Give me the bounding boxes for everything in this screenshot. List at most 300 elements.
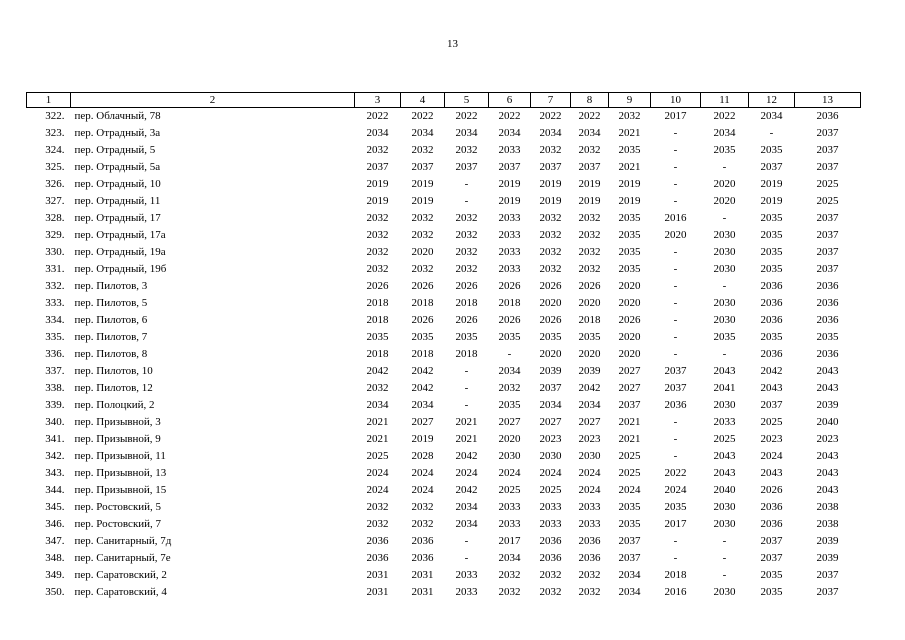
year-cell: 2032 [455,212,478,224]
row-number: 341. [45,433,65,445]
year-cell: 2035 [618,501,641,513]
column-header: 6 [489,93,531,108]
year-cell: 2032 [455,246,478,258]
year-cell: 2037 [816,246,839,258]
year-cell: 2043 [760,467,783,479]
year-cell: 2032 [539,229,562,241]
address-cell: пер. Призывной, 9 [74,433,161,445]
row-number: 337. [45,365,65,377]
year-cell: 2036 [664,399,687,411]
year-cell: 2037 [760,535,783,547]
year-cell: 2043 [816,450,839,462]
year-cell: 2019 [539,178,562,190]
column-header: 1 [27,93,71,108]
year-cell: 2042 [411,382,434,394]
year-cell: 2019 [760,195,783,207]
table-row [27,125,861,142]
column-header: 12 [749,93,795,108]
year-cell: 2031 [411,569,434,581]
year-cell: 2043 [816,467,839,479]
year-cell: 2037 [816,144,839,156]
year-cell: - [673,161,678,173]
year-cell: 2027 [498,416,521,428]
year-cell: 2023 [816,433,839,445]
year-cell: 2036 [760,501,783,513]
year-cell: 2034 [539,127,562,139]
year-cell: 2025 [760,416,783,428]
year-cell: 2018 [664,569,687,581]
year-cell: 2037 [539,382,562,394]
year-cell: - [673,450,678,462]
year-cell: 2043 [713,467,736,479]
year-cell: 2019 [618,195,641,207]
year-cell: 2026 [455,314,478,326]
year-cell: 2026 [498,280,521,292]
year-cell: 2027 [411,416,434,428]
year-cell: 2039 [816,399,839,411]
address-cell: пер. Пилотов, 6 [74,314,148,326]
table-row [27,516,861,533]
year-cell: 2034 [618,569,641,581]
year-cell: - [464,178,469,190]
year-cell: - [722,348,727,360]
year-cell: 2042 [760,365,783,377]
year-cell: 2037 [498,161,521,173]
address-cell: пер. Отрадный, 17 [74,212,161,224]
year-cell: 2024 [455,467,478,479]
year-cell: 2024 [411,484,434,496]
year-cell: - [673,144,678,156]
row-number: 343. [45,467,65,479]
year-cell: 2020 [498,433,521,445]
year-cell: 2035 [760,212,783,224]
year-cell: 2020 [411,246,434,258]
year-cell: 2026 [411,314,434,326]
year-cell: 2020 [618,297,641,309]
year-cell: 2030 [539,450,562,462]
year-cell: 2043 [760,382,783,394]
year-cell: 2024 [760,450,783,462]
year-cell: 2033 [455,586,478,598]
year-cell: 2035 [618,246,641,258]
year-cell: 2033 [498,501,521,513]
year-cell: 2022 [366,110,389,122]
table-row [27,431,861,448]
year-cell: 2025 [816,195,839,207]
year-cell: 2024 [366,484,389,496]
year-cell: 2036 [760,297,783,309]
year-cell: 2025 [539,484,562,496]
year-cell: 2019 [498,195,521,207]
year-cell: 2034 [578,399,601,411]
year-cell: 2033 [713,416,736,428]
year-cell: - [464,535,469,547]
year-cell: 2022 [578,110,601,122]
year-cell: 2018 [578,314,601,326]
address-cell: пер. Отрадный, 17а [74,229,166,241]
year-cell: - [673,178,678,190]
year-cell: 2035 [498,331,521,343]
year-cell: 2037 [539,161,562,173]
year-cell: - [722,280,727,292]
year-cell: 2019 [578,195,601,207]
year-cell: 2037 [618,399,641,411]
year-cell: 2028 [411,450,434,462]
year-cell: 2042 [366,365,389,377]
year-cell: 2037 [664,365,687,377]
year-cell: 2032 [455,144,478,156]
year-cell: 2024 [578,484,601,496]
address-cell: пер. Призывной, 13 [74,467,167,479]
year-cell: 2032 [578,263,601,275]
year-cell: 2023 [578,433,601,445]
year-cell: 2030 [713,399,736,411]
year-cell: 2035 [760,263,783,275]
year-cell: 2024 [664,484,687,496]
year-cell: 2035 [618,212,641,224]
address-cell: пер. Отрадный, 10 [74,178,161,190]
year-cell: 2042 [455,450,478,462]
row-number: 326. [45,178,65,190]
year-cell: 2020 [539,297,562,309]
year-cell: 2034 [498,552,521,564]
column-header: 2 [71,93,355,108]
year-cell: - [464,552,469,564]
year-cell: 2032 [366,246,389,258]
column-header: 8 [571,93,609,108]
address-cell: пер. Отрадный, 5а [74,161,161,173]
year-cell: 2036 [539,535,562,547]
year-cell: 2034 [498,365,521,377]
year-cell: 2032 [498,382,521,394]
year-cell: 2039 [539,365,562,377]
table-row [27,499,861,516]
address-cell: пер. Пилотов, 3 [74,280,148,292]
year-cell: 2020 [618,331,641,343]
year-cell: 2037 [366,161,389,173]
address-cell: пер. Отрадный, 3а [74,127,161,139]
table-row [27,193,861,210]
year-cell: 2033 [455,569,478,581]
column-header: 11 [701,93,749,108]
year-cell: 2037 [816,212,839,224]
row-number: 331. [45,263,65,275]
column-header: 10 [651,93,701,108]
year-cell: 2039 [816,552,839,564]
year-cell: 2025 [618,450,641,462]
year-cell: 2021 [618,127,641,139]
year-cell: - [673,331,678,343]
table-row [27,584,861,601]
year-cell: 2035 [664,501,687,513]
year-cell: 2032 [578,246,601,258]
year-cell: 2019 [411,195,434,207]
year-cell: 2022 [713,110,736,122]
year-cell: 2035 [760,586,783,598]
year-cell: 2032 [578,586,601,598]
table-row [27,465,861,482]
row-number: 340. [45,416,65,428]
year-cell: 2034 [366,399,389,411]
year-cell: 2022 [411,110,434,122]
address-cell: пер. Саратовский, 2 [74,569,167,581]
year-cell: 2024 [366,467,389,479]
year-cell: 2019 [760,178,783,190]
year-cell: 2026 [539,314,562,326]
year-cell: 2034 [713,127,736,139]
year-cell: - [673,535,678,547]
row-number: 327. [45,195,65,207]
address-cell: пер. Полоцкий, 2 [74,399,155,411]
year-cell: 2032 [411,229,434,241]
year-cell: 2036 [816,110,839,122]
year-cell: 2036 [578,535,601,547]
row-number: 324. [45,144,65,156]
year-cell: 2037 [816,229,839,241]
year-cell: 2032 [539,263,562,275]
row-number: 329. [45,229,65,241]
year-cell: 2034 [539,399,562,411]
year-cell: 2023 [760,433,783,445]
year-cell: 2032 [539,246,562,258]
year-cell: 2017 [664,110,687,122]
year-cell: 2023 [539,433,562,445]
year-cell: 2032 [366,144,389,156]
year-cell: 2030 [498,450,521,462]
table-row [27,380,861,397]
year-cell: 2037 [760,161,783,173]
year-cell: 2038 [816,518,839,530]
year-cell: 2036 [816,280,839,292]
year-cell: 2024 [539,467,562,479]
year-cell: 2039 [816,535,839,547]
row-number: 344. [45,484,65,496]
year-cell: 2032 [411,212,434,224]
year-cell: 2037 [455,161,478,173]
year-cell: 2019 [411,178,434,190]
year-cell: 2032 [411,263,434,275]
year-cell: 2036 [760,280,783,292]
address-cell: пер. Призывной, 3 [74,416,161,428]
year-cell: 2037 [816,569,839,581]
year-cell: 2018 [455,297,478,309]
year-cell: 2035 [578,331,601,343]
year-cell: 2021 [366,416,389,428]
table-row [27,108,861,126]
year-cell: 2036 [816,348,839,360]
table-row [27,414,861,431]
address-cell: пер. Пилотов, 10 [74,365,153,377]
year-cell: 2032 [578,569,601,581]
year-cell: 2019 [498,178,521,190]
year-cell: - [722,569,727,581]
year-cell: 2036 [816,297,839,309]
year-cell: 2025 [816,178,839,190]
year-cell: 2036 [366,535,389,547]
year-cell: 2020 [578,348,601,360]
address-cell: пер. Отрадный, 5 [74,144,156,156]
table-row [27,346,861,363]
year-cell: 2018 [411,348,434,360]
year-cell: 2032 [366,518,389,530]
year-cell: 2037 [578,161,601,173]
year-cell: 2035 [618,263,641,275]
year-cell: - [722,535,727,547]
year-cell: 2036 [411,552,434,564]
year-cell: 2027 [618,382,641,394]
year-cell: 2033 [498,144,521,156]
year-cell: 2033 [578,518,601,530]
row-number: 345. [45,501,65,513]
year-cell: 2030 [713,263,736,275]
year-cell: 2035 [760,569,783,581]
year-cell: - [464,382,469,394]
year-cell: 2017 [664,518,687,530]
year-cell: 2024 [618,484,641,496]
year-cell: 2036 [578,552,601,564]
year-cell: 2032 [411,518,434,530]
column-header: 3 [355,93,401,108]
row-number: 336. [45,348,65,360]
year-cell: 2021 [366,433,389,445]
year-cell: - [464,195,469,207]
column-header: 13 [795,93,861,108]
year-cell: 2035 [455,331,478,343]
year-cell: 2024 [498,467,521,479]
year-cell: 2030 [578,450,601,462]
year-cell: 2026 [366,280,389,292]
year-cell: 2026 [411,280,434,292]
year-cell: 2042 [455,484,478,496]
year-cell: 2030 [713,501,736,513]
year-cell: 2026 [498,314,521,326]
year-cell: 2034 [411,127,434,139]
year-cell: 2033 [498,212,521,224]
year-cell: 2037 [760,552,783,564]
year-cell: 2025 [618,467,641,479]
year-cell: - [673,297,678,309]
row-number: 323. [45,127,65,139]
year-cell: 2043 [816,484,839,496]
year-cell: 2035 [618,518,641,530]
year-cell: - [673,246,678,258]
address-cell: пер. Отрадный, 19б [74,263,167,275]
year-cell: 2037 [816,161,839,173]
year-cell: 2026 [455,280,478,292]
year-cell: 2034 [498,127,521,139]
address-cell: пер. Пилотов, 7 [74,331,148,343]
year-cell: 2026 [618,314,641,326]
table-row [27,261,861,278]
year-cell: 2020 [618,280,641,292]
year-cell: 2030 [713,518,736,530]
year-cell: 2032 [366,263,389,275]
year-cell: 2032 [539,586,562,598]
year-cell: 2032 [366,229,389,241]
row-number: 342. [45,450,65,462]
header-row [27,93,861,108]
year-cell: 2022 [539,110,562,122]
year-cell: 2035 [539,331,562,343]
year-cell: 2035 [713,144,736,156]
row-number: 333. [45,297,65,309]
year-cell: - [722,161,727,173]
year-cell: 2021 [618,433,641,445]
year-cell: 2035 [760,331,783,343]
year-cell: 2036 [760,348,783,360]
year-cell: 2032 [539,569,562,581]
year-cell: 2032 [498,569,521,581]
year-cell: 2037 [760,399,783,411]
year-cell: 2032 [539,144,562,156]
year-cell: - [722,552,727,564]
year-cell: 2035 [760,246,783,258]
year-cell: 2034 [455,501,478,513]
year-cell: 2032 [455,229,478,241]
year-cell: 2030 [713,586,736,598]
year-cell: 2043 [816,382,839,394]
year-cell: 2021 [455,433,478,445]
row-number: 335. [45,331,65,343]
address-cell: пер. Пилотов, 12 [74,382,153,394]
column-header: 7 [531,93,571,108]
year-cell: 2018 [411,297,434,309]
year-cell: - [769,127,774,139]
year-cell: 2018 [455,348,478,360]
year-cell: 2043 [713,365,736,377]
table-row [27,142,861,159]
year-cell: 2032 [366,382,389,394]
year-cell: 2037 [816,586,839,598]
year-cell: 2018 [366,314,389,326]
year-cell: - [673,280,678,292]
address-cell: пер. Ростовский, 7 [74,518,162,530]
address-cell: пер. Отрадный, 11 [74,195,161,207]
year-cell: 2027 [539,416,562,428]
year-cell: 2027 [578,416,601,428]
year-cell: 2032 [411,144,434,156]
table-row [27,448,861,465]
year-cell: 2032 [411,501,434,513]
table-row [27,295,861,312]
year-cell: 2021 [455,416,478,428]
year-cell: 2035 [760,144,783,156]
year-cell: 2019 [366,178,389,190]
year-cell: - [673,314,678,326]
year-cell: - [673,263,678,275]
year-cell: 2026 [539,280,562,292]
year-cell: 2019 [411,433,434,445]
year-cell: 2036 [760,518,783,530]
year-cell: 2039 [578,365,601,377]
year-cell: 2037 [816,263,839,275]
year-cell: 2025 [366,450,389,462]
year-cell: 2022 [664,467,687,479]
address-cell: пер. Санитарный, 7е [74,552,171,564]
year-cell: 2042 [578,382,601,394]
year-cell: - [673,416,678,428]
row-number: 330. [45,246,65,258]
column-header: 5 [445,93,489,108]
table-row [27,244,861,261]
address-cell: пер. Ростовский, 5 [74,501,162,513]
year-cell: 2035 [498,399,521,411]
year-cell: 2037 [618,535,641,547]
year-cell: 2036 [539,552,562,564]
year-cell: 2032 [366,212,389,224]
year-cell: 2032 [578,144,601,156]
year-cell: - [673,348,678,360]
